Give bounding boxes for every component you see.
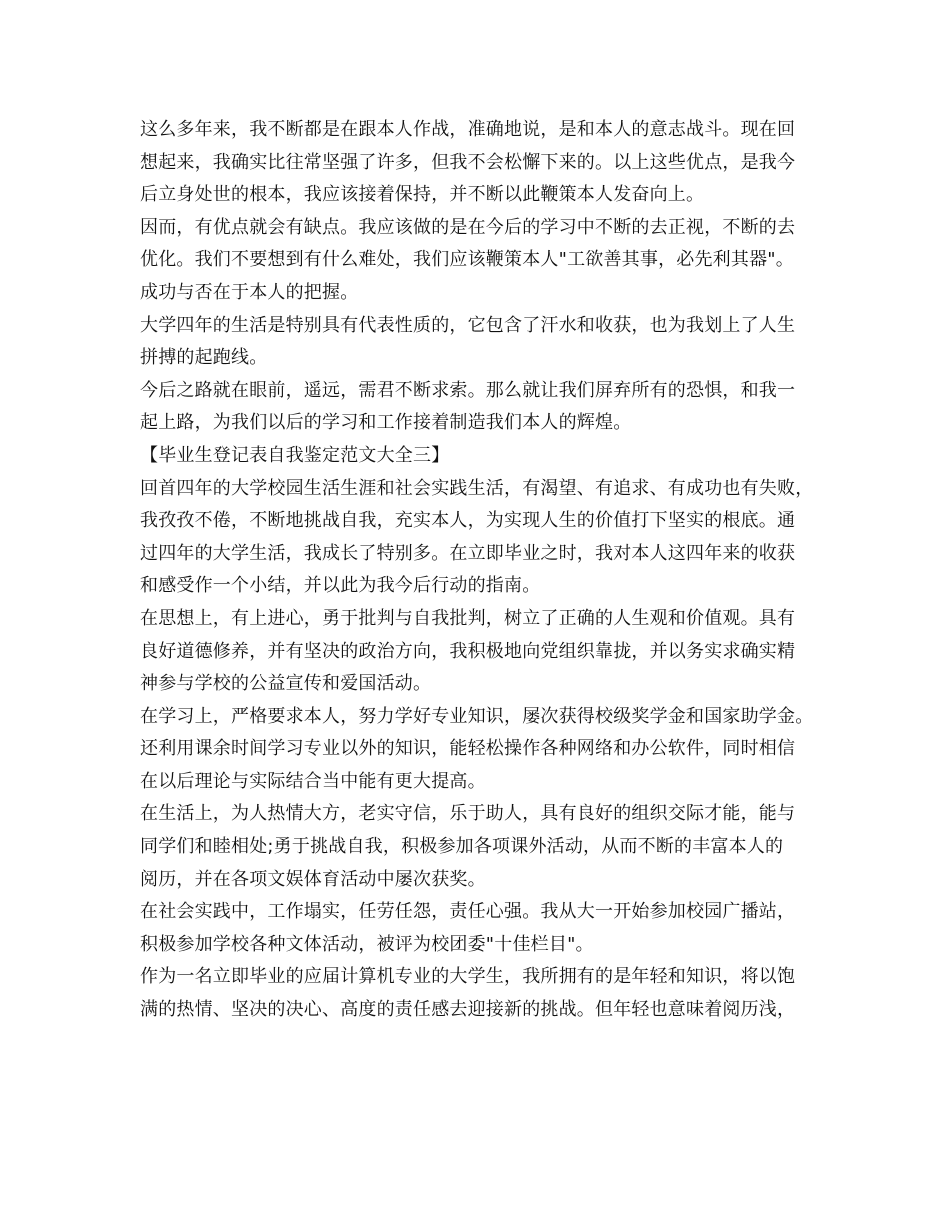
text-line: 还利用课余时间学习专业以外的知识，能轻松操作各种网络和办公软件，同时相信	[140, 738, 796, 760]
text-line: 在学习上，严格要求本人，努力学好专业知识，屡次获得校级奖学金和国家助学金。	[140, 705, 814, 727]
text-line: 同学们和睦相处;勇于挑战自我，积极参加各项课外活动，从而不断的丰富本人的	[140, 836, 784, 858]
text-line: 过四年的大学生活，我成长了特别多。在立即毕业之时，我对本人这四年来的收获	[140, 542, 796, 564]
text-line: 回首四年的大学校园生活生涯和社会实践生活，有渴望、有追求、有成功也有失败，	[140, 477, 814, 499]
text-line: 起上路，为我们以后的学习和工作接着制造我们本人的辉煌。	[140, 412, 632, 434]
document-body	[140, 114, 830, 1027]
text-line: 后立身处世的根本，我应该接着保持，并不断以此鞭策本人发奋向上。	[140, 184, 705, 206]
text-line: 因而，有优点就会有缺点。我应该做的是在今后的学习中不断的去正视，不断的去	[140, 216, 796, 238]
section-heading: 【毕业生登记表自我鉴定范文大全三】	[140, 444, 450, 466]
text-line: 今后之路就在眼前，遥远，需君不断求索。那么就让我们屏弃所有的恐惧，和我一	[140, 379, 796, 401]
text-line: 想起来，我确实比往常坚强了许多，但我不会松懈下来的。以上这些优点，是我今	[140, 151, 796, 173]
text-line: 在生活上，为人热情大方，老实守信，乐于助人，具有良好的组织交际才能，能与	[140, 803, 796, 825]
text-line: 我孜孜不倦，不断地挑战自我，充实本人，为实现人生的价值打下坚实的根底。通	[140, 510, 796, 532]
text-line: 在社会实践中，工作塌实，任劳任怨，责任心强。我从大一开始参加校园广播站，	[140, 901, 796, 923]
text-line: 积极参加学校各种文体活动，被评为校团委"十佳栏目"。	[140, 933, 594, 955]
text-line: 良好道德修养，并有坚决的政治方向，我积极地向党组织靠拢，并以务实求确实精	[140, 640, 796, 662]
text-line: 在思想上，有上进心，勇于批判与自我批判，树立了正确的人生观和价值观。具有	[140, 607, 796, 629]
text-line: 优化。我们不要想到有什么难处，我们应该鞭策本人"工欲善其事，必先利其器"。	[140, 249, 794, 271]
text-line: 成功与否在于本人的把握。	[140, 281, 359, 303]
text-line: 神参与学校的公益宣传和爱国活动。	[140, 673, 432, 695]
text-line: 阅历，并在各项文娱体育活动中屡次获奖。	[140, 868, 486, 890]
text-line: 大学四年的生活是特别具有代表性质的，它包含了汗水和收获，也为我划上了人生	[140, 314, 796, 336]
text-line: 这么多年来，我不断都是在跟本人作战，准确地说，是和本人的意志战斗。现在回	[140, 119, 796, 140]
text-line: 和感受作一个小结，并以此为我今后行动的指南。	[140, 575, 541, 597]
text-line: 作为一名立即毕业的应届计算机专业的大学生，我所拥有的是年轻和知识，将以饱	[140, 966, 796, 988]
text-line: 在以后理论与实际结合当中能有更大提高。	[140, 770, 486, 792]
text-line: 拼搏的起跑线。	[140, 347, 268, 369]
text-line: 满的热情、坚决的决心、高度的责任感去迎接新的挑战。但年轻也意味着阅历浅，	[140, 999, 796, 1021]
